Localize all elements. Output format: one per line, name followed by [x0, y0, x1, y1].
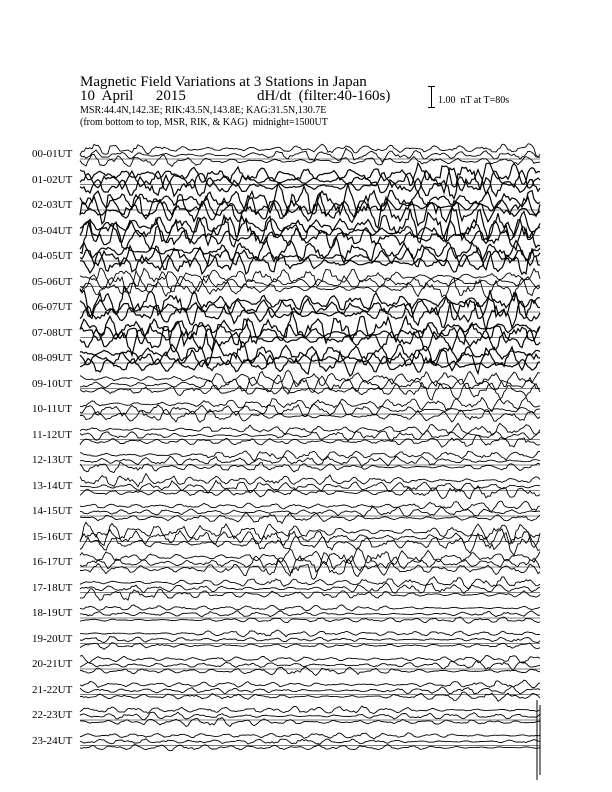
- trace-msr: [80, 409, 540, 422]
- trace-rik: [80, 246, 540, 270]
- trace-rik: [80, 739, 540, 745]
- hour-label: 13-14UT: [32, 479, 73, 492]
- trace-rik: [80, 529, 540, 548]
- trace-kag: [80, 163, 540, 190]
- trace-rik: [80, 271, 540, 293]
- hour-label: 00-01UT: [32, 148, 73, 160]
- trace-msr: [80, 513, 540, 524]
- trace-msr: [80, 175, 540, 198]
- hour-label: 01-02UT: [32, 173, 73, 186]
- hour-label: 11-12UT: [32, 428, 72, 441]
- trace-kag: [80, 655, 540, 663]
- trace-kag: [80, 706, 540, 714]
- trace-kag: [80, 522, 540, 543]
- trace-kag: [80, 370, 540, 386]
- trace-rik: [80, 636, 540, 642]
- hour-label: 05-06UT: [32, 275, 73, 288]
- trace-kag: [80, 605, 540, 611]
- trace-kag: [80, 630, 540, 637]
- hour-label: 20-21UT: [32, 658, 73, 670]
- trace-kag: [80, 501, 540, 511]
- hour-label: 07-08UT: [32, 326, 73, 339]
- trace-msr: [80, 589, 540, 601]
- trace-msr: [80, 486, 540, 499]
- trace-rik: [80, 319, 540, 351]
- hour-label: 02-03UT: [32, 199, 73, 211]
- station-order-note: (from bottom to top, MSR, RIK, & KAG) midnight=1500UT: [80, 117, 328, 128]
- hour-label: 23-24UT: [32, 734, 73, 747]
- chart-quantity: dH/dt (filter:40-160s): [257, 88, 391, 104]
- hour-label: 15-16UT: [32, 530, 73, 543]
- trace-rik: [80, 661, 540, 670]
- trace-rik: [80, 712, 540, 720]
- trace-rik: [80, 481, 540, 494]
- station-coordinates: MSR:44.4N,142.3E; RIK:43.5N,143.8E; KAG:31.5N,130.7E: [80, 105, 327, 116]
- trace-kag: [80, 423, 540, 435]
- end-spike: [537, 700, 540, 780]
- hour-label: 14-15UT: [32, 505, 73, 517]
- hour-label: 10-11UT: [32, 403, 72, 415]
- hour-label: 03-04UT: [32, 224, 73, 237]
- trace-msr: [80, 559, 540, 579]
- hour-label: 04-05UT: [32, 250, 73, 262]
- trace-rik: [80, 148, 540, 162]
- trace-kag: [80, 733, 540, 739]
- trace-msr: [80, 435, 540, 447]
- trace-msr: [80, 718, 540, 727]
- chart-title: Magnetic Field Variations at 3 Stations in Japan: [80, 74, 367, 90]
- hour-label: 16-17UT: [32, 556, 73, 568]
- hour-label: 12-13UT: [32, 454, 73, 466]
- trace-kag: [80, 577, 540, 589]
- hour-label: 06-07UT: [32, 301, 73, 313]
- hour-label: 22-23UT: [32, 709, 73, 721]
- trace-kag: [80, 680, 540, 688]
- hour-label: 17-18UT: [32, 581, 73, 594]
- chart-date: 10 April 2015: [80, 88, 186, 104]
- trace-rik: [80, 611, 540, 617]
- trace-rik: [80, 686, 540, 694]
- trace-msr: [80, 692, 540, 701]
- hour-label: 09-10UT: [32, 377, 73, 390]
- hour-label: 18-19UT: [32, 607, 73, 619]
- scale-label: 1.00 nT at T=80s: [438, 95, 510, 106]
- trace-rik: [80, 507, 540, 516]
- trace-msr: [80, 667, 540, 675]
- hour-label: 08-09UT: [32, 352, 73, 364]
- hour-label: 21-22UT: [32, 683, 73, 696]
- trace-msr: [80, 462, 540, 472]
- hour-label: 19-20UT: [32, 632, 73, 645]
